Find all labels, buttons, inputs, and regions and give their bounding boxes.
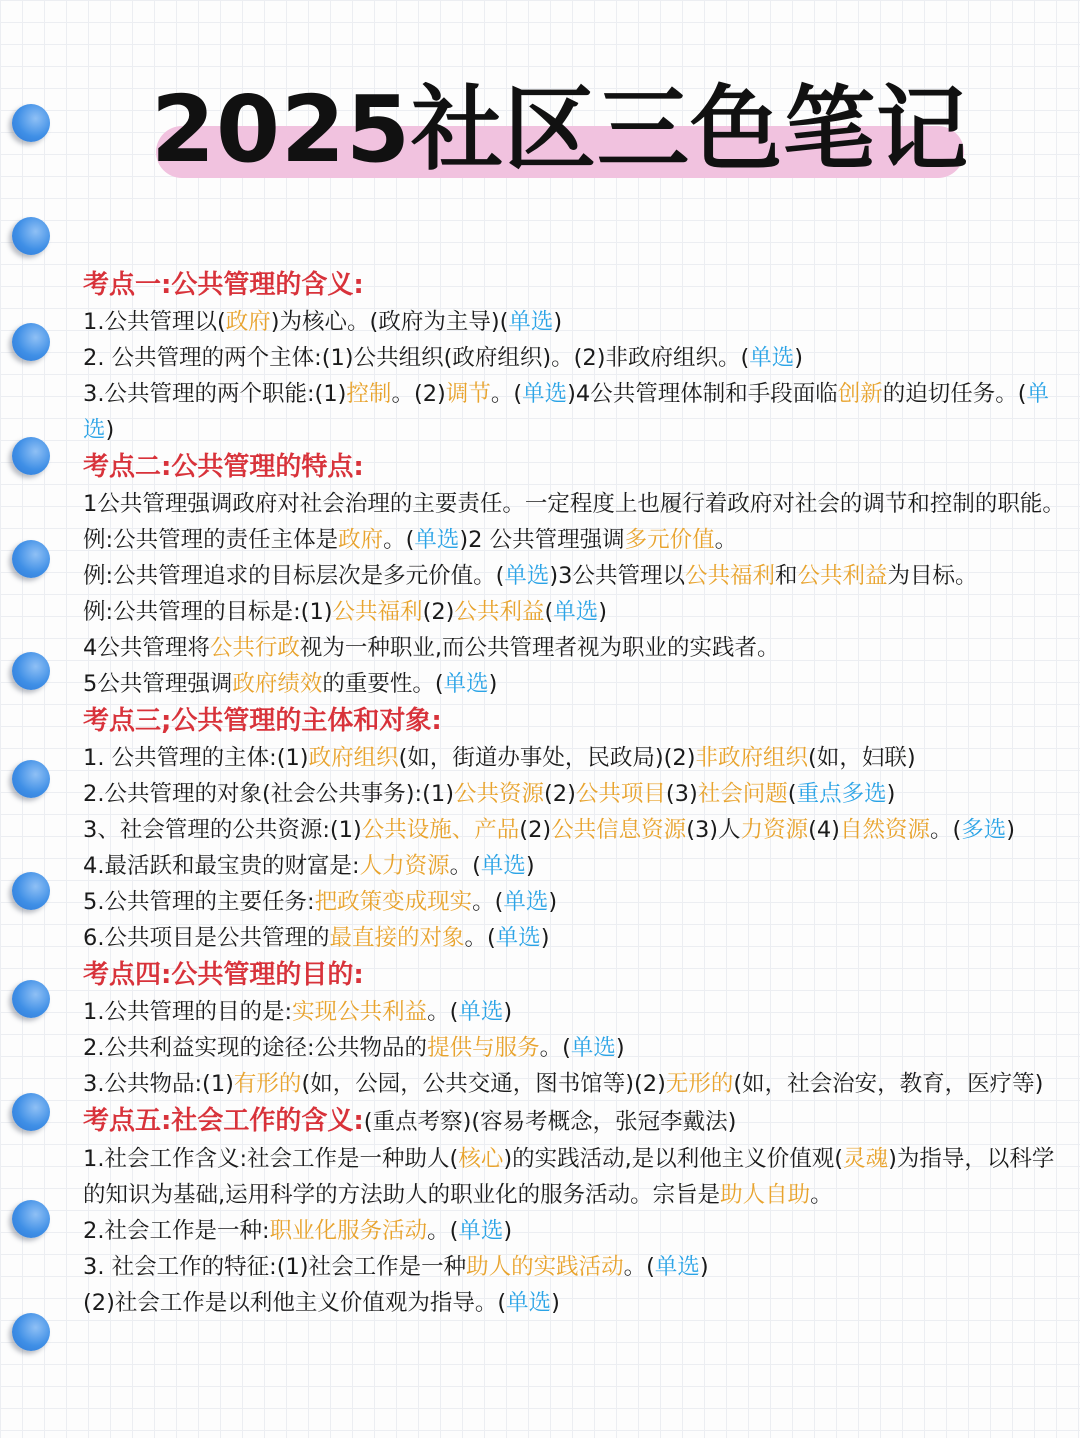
- section-3-heading: 考点三;公共管理的主体和对象:: [83, 706, 442, 736]
- s1-line-3: 3.公共管理的两个职能:(1)控制。(2)调节。(单选)4公共管理体制和手段面临创新的迫切任务。(单选): [83, 381, 1050, 443]
- s2-line-2: 例:公共管理追求的目标层次是多元价值。(单选)3公共管理以公共福利和公共利益为目标。: [83, 563, 978, 589]
- binding-ring-icon: [12, 1093, 50, 1131]
- s3-line-2: 2.公共管理的对象(社会公共事务):(1)公共资源(2)公共项目(3)社会问题(重点多选): [83, 781, 896, 807]
- s4-line-2: 2.公共利益实现的途径:公共物品的提供与服务。(单选): [83, 1035, 625, 1061]
- binding-ring-icon: [12, 652, 50, 690]
- s2-line-1: 1公共管理强调政府对社会治理的主要责任。一定程度上也履行着政府对社会的调节和控制的职能。例:公共管理的责任主体是政府。(单选)2 公共管理强调多元价值。: [83, 491, 1065, 553]
- s1-line-1: 1.公共管理以(政府)为核心。(政府为主导)(单选): [83, 309, 563, 335]
- notebook-binding-holes: [12, 0, 56, 1438]
- section-5-note: (重点考察)(容易考概念，张冠李戴法): [363, 1109, 737, 1135]
- binding-ring-icon: [12, 104, 50, 142]
- s3-line-4: 4.最活跃和最宝贵的财富是:人力资源。(单选): [83, 853, 535, 879]
- binding-ring-icon: [12, 760, 50, 798]
- s4-line-1: 1.公共管理的目的是:实现公共利益。(单选): [83, 999, 513, 1025]
- s5-line-3: 3. 社会工作的特征:(1)社会工作是一种助人的实践活动。(单选): [83, 1254, 709, 1280]
- s5-line-2: 2.社会工作是一种:职业化服务活动。(单选): [83, 1218, 513, 1244]
- notes-content: [83, 266, 1073, 1321]
- binding-ring-icon: [12, 217, 50, 255]
- binding-ring-icon: [12, 323, 50, 361]
- s3-line-3: 3、社会管理的公共资源:(1)公共设施、产品(2)公共信息资源(3)人力资源(4)自然资源。(多选): [83, 817, 1016, 843]
- s3-line-1: 1. 公共管理的主体:(1)政府组织(如，街道办事处，民政局)(2)非政府组织(如，妇联): [83, 745, 916, 771]
- s3-line-6: 6.公共项目是公共管理的最直接的对象。(单选): [83, 925, 550, 951]
- binding-ring-icon: [12, 540, 50, 578]
- title-block: [150, 72, 970, 192]
- binding-ring-icon: [12, 872, 50, 910]
- s5-line-4: (2)社会工作是以利他主义价值观为指导。(单选): [83, 1290, 560, 1316]
- s1-line-2: 2. 公共管理的两个主体:(1)公共组织(政府组织)。(2)非政府组织。(单选): [83, 345, 804, 371]
- s2-line-4: 4公共管理将公共行政视为一种职业,而公共管理者视为职业的实践者。: [83, 635, 780, 661]
- s5-line-1: 1.社会工作含义:社会工作是一种助人(核心)的实践活动,是以利他主义价值观(灵魂)为指导，以科学的知识为基础,运用科学的方法助人的职业化的服务活动。宗旨是助人自助。: [83, 1146, 1055, 1208]
- section-5-heading: 考点五:社会工作的含义:(重点考察)(容易考概念，张冠李戴法): [83, 1106, 737, 1136]
- section-2-heading: 考点二:公共管理的特点:: [83, 452, 364, 482]
- binding-ring-icon: [12, 1313, 50, 1351]
- s3-line-5: 5.公共管理的主要任务:把政策变成现实。(单选): [83, 889, 558, 915]
- s2-line-5: 5公共管理强调政府绩效的重要性。(单选): [83, 671, 498, 697]
- s2-line-3: 例:公共管理的目标是:(1)公共福利(2)公共利益(单选): [83, 599, 608, 625]
- section-4-heading: 考点四:公共管理的目的:: [83, 960, 364, 990]
- page-title: 2025社区三色笔记: [150, 76, 970, 183]
- binding-ring-icon: [12, 437, 50, 475]
- s4-line-3: 3.公共物品:(1)有形的(如，公园，公共交通，图书馆等)(2)无形的(如，社会治安，教育，医疗等): [83, 1071, 1044, 1097]
- binding-ring-icon: [12, 980, 50, 1018]
- section-1-heading: 考点一:公共管理的含义:: [83, 270, 364, 300]
- binding-ring-icon: [12, 1200, 50, 1238]
